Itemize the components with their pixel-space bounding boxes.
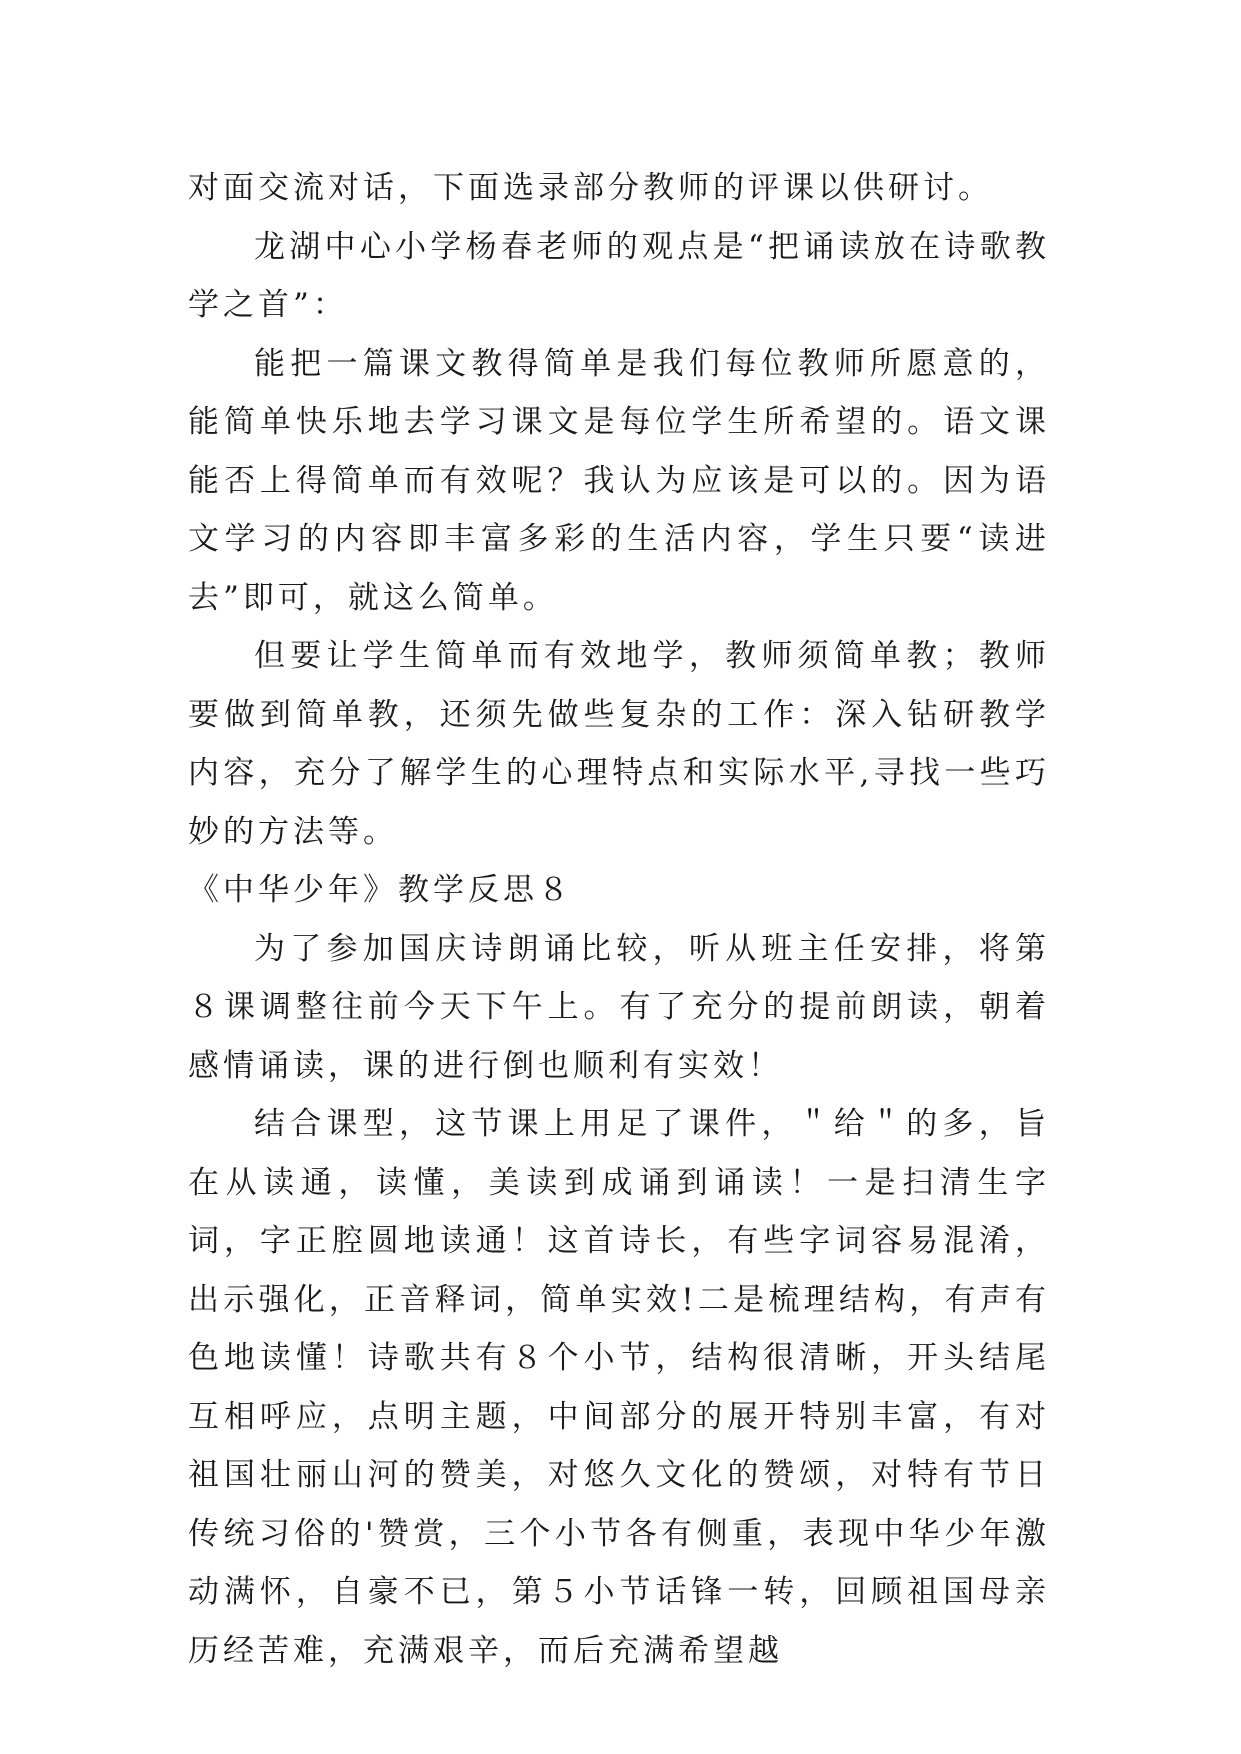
paragraph-yang-chun-view: 龙湖中心小学杨春老师的观点是“把诵读放在诗歌教学之首”：: [188, 228, 1050, 323]
document-body: [188, 159, 1050, 1680]
paragraph-simple-teaching: 能把一篇课文教得简单是我们每位教师所愿意的，能简单快乐地去学习课文是每位学生所希望的。语文课能否上得简单而有效呢？我认为应该是可以的。因为语文学习的内容即丰富多彩的生活内容，学生只要“读进去”即可，就这么简单。: [188, 345, 1050, 616]
paragraph-teacher-work: 但要让学生简单而有效地学，教师须简单教；教师要做到简单教，还须先做些复杂的工作：深入钻研教学内容，充分了解学生的心理特点和实际水平,寻找一些巧妙的方法等。: [188, 638, 1050, 850]
paragraph-lesson-structure: 结合课型，这节课上用足了课件，＂给＂的多，旨在从读通，读懂，美读到成诵到诵读！一是扫清生字词，字正腔圆地读通！这首诗长，有些字词容易混淆，出示强化，正音释词，简单实效!二是梳理结构，有声有色地读懂！诗歌共有８个小节，结构很清晰，开头结尾互相呼应，点明主题，中间部分的展开特别丰富，有对祖国壮丽山河的赞美，对悠久文化的赞颂，对特有节日传统习俗的'赞赏，三个小节各有侧重，表现中华少年激动满怀，自豪不已，第５小节话锋一转，回顾祖国母亲历经苦难，充满艰辛，而后充满希望越: [188, 1106, 1050, 1669]
section-heading: 《中华少年》教学反思８: [188, 872, 573, 908]
paragraph-intro-tail: 对面交流对话，下面选录部分教师的评课以供研讨。: [188, 170, 993, 206]
paragraph-recital: 为了参加国庆诗朗诵比较，听从班主任安排，将第８课调整往前今天下午上。有了充分的提前朗读，朝着感情诵读，课的进行倒也顺利有实效！: [188, 930, 1050, 1084]
